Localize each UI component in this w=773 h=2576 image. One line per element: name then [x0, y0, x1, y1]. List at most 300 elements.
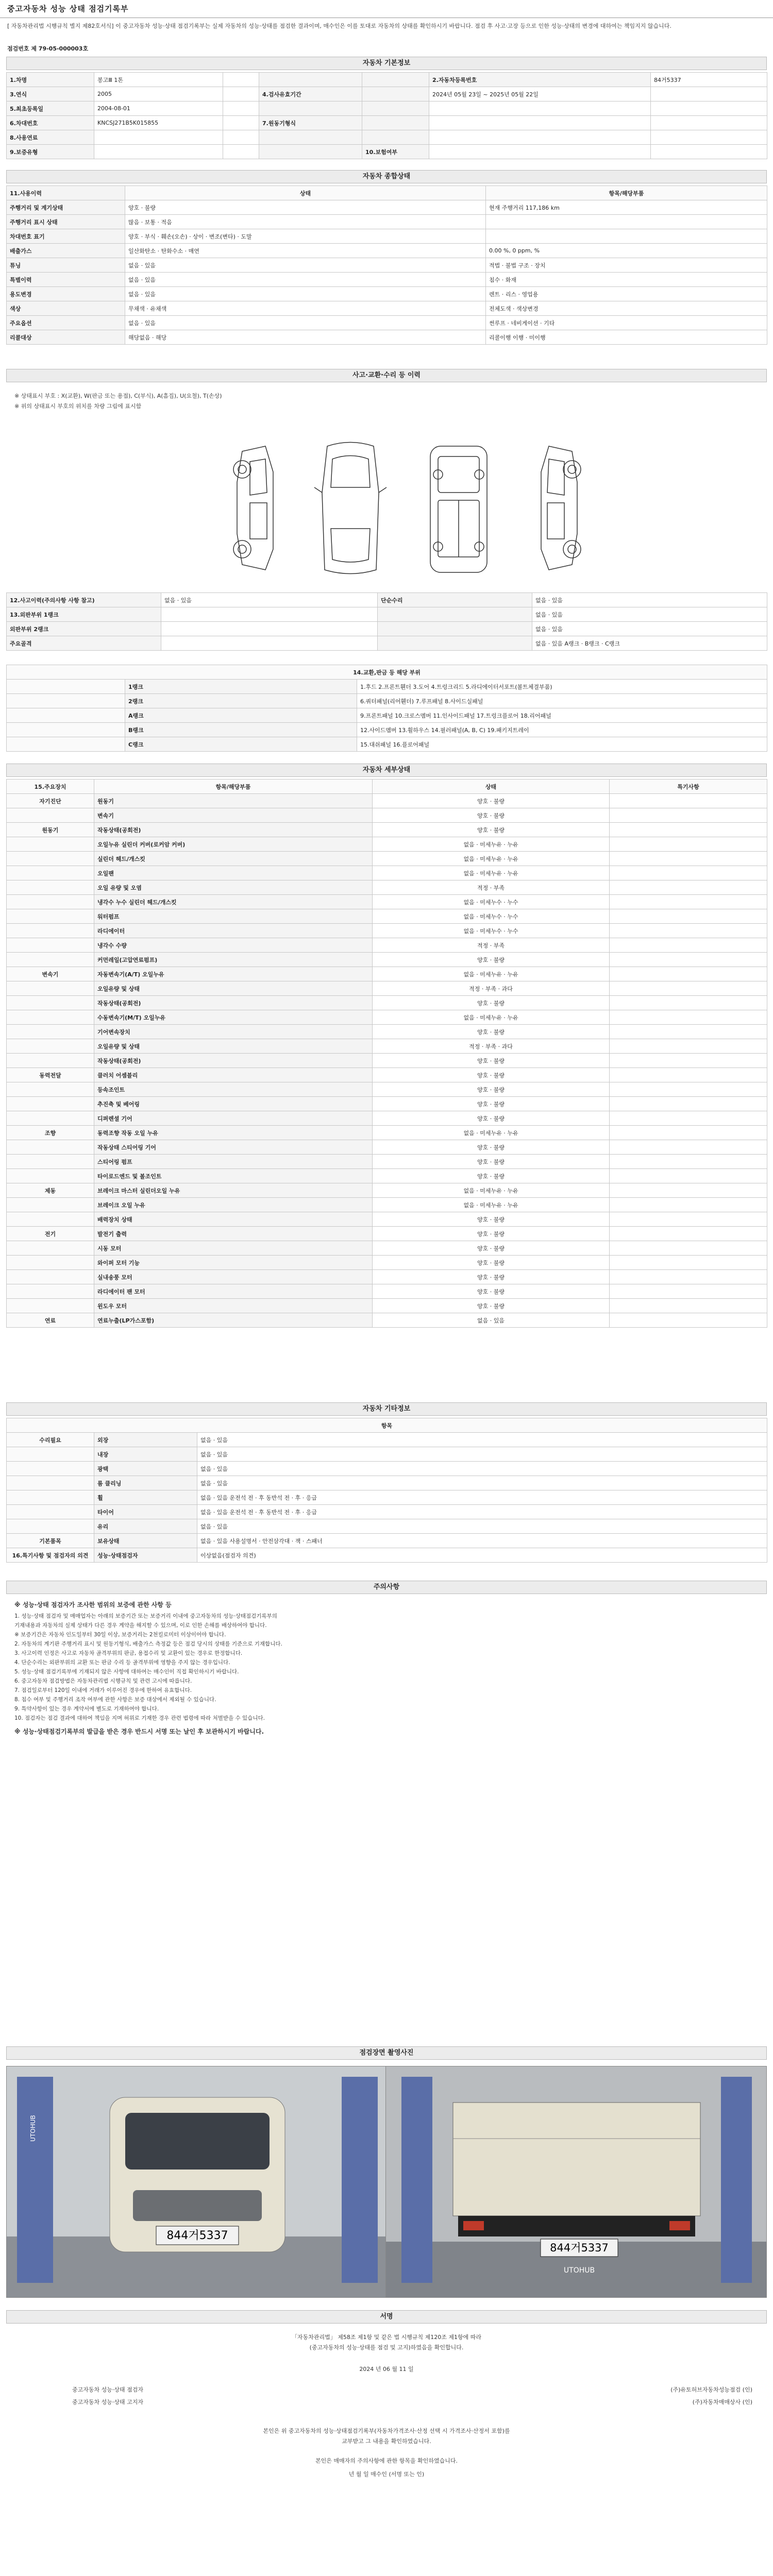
overall-status: 양호 · 불량 [125, 200, 486, 215]
table-cell: 9.보증유형 [7, 145, 94, 159]
detail-item: 클러치 어셈블리 [94, 1068, 373, 1082]
caution-line: ※ 보증기간은 자동차 인도일부터 30일 이상, 보증거리는 2천킬로미터 이상이어야 합니다. [14, 1632, 226, 1638]
other-item: 외장 [94, 1433, 197, 1447]
detail-item: 자동변속기(A/T) 오일누유 [94, 967, 373, 981]
table-cell [223, 145, 259, 159]
caution-line: 3. 사고이력 인정은 사고로 자동차 골격부위의 판금, 용접수리 및 교환이 있는 경우로 한정합니다. [14, 1650, 243, 1656]
table-row [7, 1505, 767, 1519]
detail-item: 연료누출(LP가스포함) [94, 1313, 373, 1328]
accident-table [6, 592, 767, 651]
overall-spec: 적법 · 불법 구조 · 장치 [486, 258, 767, 273]
table-row [7, 680, 767, 694]
detail-item: 동력조향 작동 오일 누유 [94, 1126, 373, 1140]
table-row [7, 1212, 767, 1227]
table-row [7, 330, 767, 345]
detail-status: 없음 · 미세누수 · 누수 [373, 924, 610, 938]
detail-item: 수동변속기(M/T) 오일누유 [94, 1010, 373, 1025]
table-row [7, 1270, 767, 1284]
detail-device [7, 866, 94, 880]
buyer-signature-line: 년 월 일 매수인 (서명 또는 인) [348, 2471, 425, 2478]
table-row [7, 130, 767, 145]
table-row [7, 924, 767, 938]
table-row [7, 1227, 767, 1241]
detail-remark [610, 1111, 767, 1126]
document-title: 중고자동차 성능 상태 점검기록부 [7, 4, 129, 13]
detail-remark [610, 1039, 767, 1054]
table-cell [651, 116, 767, 130]
caution-line: 기재내용과 자동차의 실제 상태가 다른 경우 계약을 해지할 수 있으며, 이로 인한 손해를 배상하여야 합니다. [14, 1622, 267, 1629]
detail-device [7, 924, 94, 938]
detail-item: 오일 유량 및 오염 [94, 880, 373, 895]
detail-status: 양호 · 불량 [373, 1299, 610, 1313]
accident-cell [378, 607, 532, 622]
other-table [6, 1418, 767, 1563]
table-row [7, 273, 767, 287]
detail-item: 원동기 [94, 794, 373, 808]
other-status: 없음 · 있음 운전석 전 · 후 동반석 전 · 후 · 응급 [197, 1505, 767, 1519]
detail-status: 없음 · 미세누수 · 누수 [373, 895, 610, 909]
detail-device [7, 1299, 94, 1313]
table-cell [94, 130, 223, 145]
detail-status: 적정 · 부족 · 과다 [373, 981, 610, 996]
detail-remark [610, 924, 767, 938]
table-cell [259, 101, 362, 116]
table-row [7, 1082, 767, 1097]
detail-remark [610, 880, 767, 895]
accident-cell [161, 636, 378, 651]
parts-rank: C랭크 [125, 737, 357, 752]
detail-status: 양호 · 불량 [373, 1241, 610, 1256]
table-cell [429, 145, 651, 159]
table-row [7, 794, 767, 808]
section-other: 자동차 기타정보 [6, 1402, 767, 1416]
detail-remark [610, 1054, 767, 1068]
table-row [7, 837, 767, 852]
table-row [7, 607, 767, 622]
inspection-photo-rear [385, 2066, 767, 2298]
table-cell: 4.검사유효기간 [259, 87, 362, 101]
detail-remark [610, 1227, 767, 1241]
detail-status: 없음 · 미세누유 · 누유 [373, 852, 610, 866]
caution-line: 4. 단순수리는 외판부위의 교환 또는 판금 수리 등 골격부위에 영향을 주지 않는 경우입니다. [14, 1659, 230, 1666]
detail-status: 없음 · 미세누유 · 누유 [373, 866, 610, 880]
table-row [7, 1548, 767, 1563]
table-row [7, 967, 767, 981]
detail-device: 제동 [7, 1183, 94, 1198]
detail-remark [610, 1068, 767, 1082]
detail-remark [610, 837, 767, 852]
detail-status: 양호 · 불량 [373, 1054, 610, 1068]
parts-list: 1.후드 2.프론트휀더 3.도어 4.트렁크리드 5.라디에이터서포트(볼트체결부품) [357, 680, 767, 694]
detail-remark [610, 823, 767, 837]
notice-text: [ 자동차관리법 시행규칙 별지 제82호서식] 이 중고자동차 성능·상태 점검기록부는 실제 자동차의 성능·상태를 점검한 결과이며, 매수인은 이를 토대로 자동차의 상태를 확인하시기 바랍니다. 점검 후 사고·고장 등으로 인한 성능·상태의 변경에 대하여는 책임지지 않습니다. [7, 23, 671, 29]
other-status: 없음 · 있음 [197, 1447, 767, 1462]
table-row [7, 1111, 767, 1126]
table-row [7, 996, 767, 1010]
other-group: 수리필요 [7, 1433, 94, 1447]
overall-status: 양호 · 부식 · 훼손(오손) · 상이 · 변조(변타) · 도말 [125, 229, 486, 244]
detail-item: 라디에이터 팬 모터 [94, 1284, 373, 1299]
table-row [7, 593, 767, 607]
detail-status: 양호 · 불량 [373, 808, 610, 823]
detail-item: 배력장치 상태 [94, 1212, 373, 1227]
table-cell: 봉고Ⅲ 1톤 [94, 73, 223, 87]
detail-status: 없음 · 미세누유 · 누유 [373, 1183, 610, 1198]
detail-remark [610, 1126, 767, 1140]
document-number: 점검번호 제 79-05-000003호 [7, 45, 89, 52]
detail-device: 조향 [7, 1126, 94, 1140]
detail-device [7, 837, 94, 852]
table-cell [223, 116, 259, 130]
table-row [7, 694, 767, 708]
detail-item: 실내송풍 모터 [94, 1270, 373, 1284]
other-status: 없음 · 있음 사용설명서 · 안전삼각대 · 잭 · 스패너 [197, 1534, 767, 1548]
overall-label: 리콜대상 [7, 330, 125, 345]
overall-spec: 썬루프 · 네비게이션 · 기타 [486, 316, 767, 330]
detail-status: 양호 · 불량 [373, 953, 610, 967]
table-cell [259, 73, 362, 87]
detail-remark [610, 996, 767, 1010]
table-cell: 10.보험여부 [362, 145, 429, 159]
detail-remark [610, 1256, 767, 1270]
table-cell [651, 145, 767, 159]
table-row [7, 1284, 767, 1299]
table-row [7, 1462, 767, 1476]
detail-device [7, 1212, 94, 1227]
table-cell [259, 145, 362, 159]
table-row [7, 1068, 767, 1082]
detail-status: 없음 · 있음 [373, 1313, 610, 1328]
sign-date: 2024 년 06 월 11 일 [359, 2366, 414, 2372]
detail-remark [610, 1010, 767, 1025]
other-status: 없음 · 있음 [197, 1462, 767, 1476]
table-row [7, 852, 767, 866]
table-row [7, 244, 767, 258]
table-cell [429, 101, 651, 116]
caution-line: 7. 점검일로부터 120일 이내에 거래가 이루어진 경우에 한하여 유효합니다. [14, 1687, 192, 1693]
table-cell [651, 87, 767, 101]
overall-status: 일산화탄소 · 탄화수소 · 매연 [125, 244, 486, 258]
table-cell: 1.차명 [7, 73, 94, 87]
table-cell: 84거5337 [651, 73, 767, 87]
table-row [7, 1490, 767, 1505]
overall-label: 주행거리 및 계기상태 [7, 200, 125, 215]
table-cell: 6.차대번호 [7, 116, 94, 130]
table-cell [223, 101, 259, 116]
detail-device [7, 1270, 94, 1284]
detail-header: 15.주요장치 [7, 779, 94, 794]
detail-device [7, 1284, 94, 1299]
detail-remark [610, 967, 767, 981]
detail-remark [610, 794, 767, 808]
detail-device [7, 1082, 94, 1097]
table-row [7, 1140, 767, 1155]
detail-remark [610, 1241, 767, 1256]
inspector-name: (주)유토허브자동차성능점검 (인) [670, 2386, 752, 2393]
other-group: 16.특기사항 및 점검자의 의견 [7, 1548, 94, 1563]
accident-cell [161, 622, 378, 636]
table-row [7, 1039, 767, 1054]
table-row [7, 145, 767, 159]
detail-device [7, 808, 94, 823]
overall-label: 주행거리 표시 상태 [7, 215, 125, 229]
caution-head: ※ 성능·상태 점검자가 조사한 범위의 보증에 관한 사항 등 [14, 1601, 172, 1608]
parts-rank: A랭크 [125, 708, 357, 723]
accident-legend-2: ※ 위의 상태표시 부호의 위치를 차량 그림에 표시함 [14, 403, 142, 410]
table-cell: 3.연식 [7, 87, 94, 101]
car-left-side [233, 446, 273, 570]
detail-device [7, 1140, 94, 1155]
detail-item: 작동상태(공회전) [94, 823, 373, 837]
table-cell [362, 116, 429, 130]
table-row [7, 87, 767, 101]
caution-line: 8. 침수 여부 및 주행거리 조작 여부에 관한 사항은 보증 대상에서 제외될 수 있습니다. [14, 1697, 216, 1703]
buyer-statement-2: 교부받고 그 내용을 확인하였습니다. [342, 2438, 431, 2445]
detail-device: 변속기 [7, 967, 94, 981]
detail-device [7, 1039, 94, 1054]
parts-list: 15.대쉬패널 16.플로어패널 [357, 737, 767, 752]
table-row [7, 1097, 767, 1111]
caution-foot: ※ 성능·상태점검기록부의 발급을 받은 경우 반드시 서명 또는 날인 후 보관하시기 바랍니다. [14, 1728, 264, 1735]
detail-item: 워터펌프 [94, 909, 373, 924]
detail-item: 오일유량 및 상태 [94, 981, 373, 996]
parts-group [7, 694, 125, 708]
overall-table [6, 185, 767, 345]
overall-status: 없음 · 있음 [125, 273, 486, 287]
table-row [7, 229, 767, 244]
car-top-rear [430, 446, 487, 572]
section-detail: 자동차 세부상태 [6, 764, 767, 777]
detail-item: 발전기 출력 [94, 1227, 373, 1241]
table-cell [223, 130, 259, 145]
detail-device [7, 953, 94, 967]
detail-remark [610, 808, 767, 823]
detail-device [7, 1198, 94, 1212]
license-plate-front: 844거5337 [166, 2229, 228, 2242]
table-row [7, 186, 767, 200]
detail-status: 양호 · 불량 [373, 996, 610, 1010]
buyer-statement-3: 본인은 매매자의 주의사항에 관한 항목을 확인하였습니다. [315, 2458, 458, 2464]
parts-table [6, 665, 767, 752]
detail-header: 특기사항 [610, 779, 767, 794]
table-row [7, 723, 767, 737]
table-cell [651, 130, 767, 145]
overall-spec: 0.00 %, 0 ppm, % [486, 244, 767, 258]
accident-cell: 없음 · 있음 [161, 593, 378, 607]
detail-item: 등속조인트 [94, 1082, 373, 1097]
overall-label: 주요옵션 [7, 316, 125, 330]
detail-item: 커먼레일(고압연료펌프) [94, 953, 373, 967]
parts-group [7, 708, 125, 723]
section-photo: 점검장면 촬영사진 [6, 2046, 767, 2060]
detail-device [7, 1010, 94, 1025]
other-status: 없음 · 있음 [197, 1476, 767, 1490]
detail-item: 작동상태(공회전) [94, 1054, 373, 1068]
table-row [7, 116, 767, 130]
detail-item: 작동상태(공회전) [94, 996, 373, 1010]
caution-line: 6. 중고자동차 점검방법은 자동차관리법 시행규칙 및 관련 고시에 따릅니다. [14, 1678, 192, 1684]
caution-line: 10. 점검자는 점검 결과에 대하여 책임을 지며 허위로 기재한 경우 관련 법령에 따라 처벌받을 수 있습니다. [14, 1715, 265, 1721]
detail-remark [610, 953, 767, 967]
detail-status: 없음 · 미세누수 · 누수 [373, 909, 610, 924]
overall-label: 색상 [7, 301, 125, 316]
detail-status: 양호 · 불량 [373, 1111, 610, 1126]
overall-status: 상태 [125, 186, 486, 200]
other-group [7, 1519, 94, 1534]
inspector-label: 중고자동차 성능·상태 점검자 [72, 2386, 144, 2393]
detail-status: 양호 · 불량 [373, 794, 610, 808]
caution-line: 9. 특약사항이 있는 경우 계약서에 별도로 기재하여야 합니다. [14, 1706, 159, 1712]
detail-item: 기어변속장치 [94, 1025, 373, 1039]
detail-status: 양호 · 불량 [373, 1169, 610, 1183]
table-cell [429, 116, 651, 130]
overall-status: 없음 · 있음 [125, 316, 486, 330]
table-cell: 8.사용연료 [7, 130, 94, 145]
lift-brand-rear: UTOHUB [563, 2266, 595, 2275]
accident-cell: 13.외판부위 1랭크 [7, 607, 161, 622]
detail-device: 연료 [7, 1313, 94, 1328]
table-cell [362, 130, 429, 145]
overall-spec: 전체도색 · 색상변경 [486, 301, 767, 316]
overall-label: 차대번호 표기 [7, 229, 125, 244]
table-row [7, 1313, 767, 1328]
table-row [7, 1010, 767, 1025]
table-row [7, 938, 767, 953]
detail-device [7, 852, 94, 866]
notifier-name: (주)자동차매매상사 (인) [692, 2399, 752, 2405]
table-row [7, 1198, 767, 1212]
basic-info-table [6, 72, 767, 159]
other-item: 내장 [94, 1447, 197, 1462]
caution-line: 2. 자동차의 계기판 주행거리 표시 및 원동기형식, 배출가스 측정값 등은 점검 당시의 상태를 기준으로 기재합니다. [14, 1641, 282, 1647]
table-row [7, 808, 767, 823]
table-row [7, 1476, 767, 1490]
detail-device: 원동기 [7, 823, 94, 837]
other-header: 항목 [7, 1418, 767, 1433]
detail-status: 양호 · 불량 [373, 1025, 610, 1039]
detail-device [7, 1025, 94, 1039]
other-item: 광택 [94, 1462, 197, 1476]
detail-device [7, 996, 94, 1010]
parts-list: 12.사이드멤버 13.휠하우스 14.필러패널(A, B, C) 19.패키지트레이 [357, 723, 767, 737]
detail-status: 양호 · 불량 [373, 1284, 610, 1299]
car-right-side [541, 446, 581, 570]
detail-remark [610, 1025, 767, 1039]
overall-status: 없음 · 있음 [125, 287, 486, 301]
detail-item: 오일누유 실린더 커버(로커암 커버) [94, 837, 373, 852]
accident-cell: 없음 · 있음 [532, 607, 767, 622]
detail-remark [610, 1299, 767, 1313]
parts-group [7, 680, 125, 694]
table-cell [429, 130, 651, 145]
other-group [7, 1505, 94, 1519]
other-item: 룸 클리닝 [94, 1476, 197, 1490]
detail-status: 양호 · 불량 [373, 1227, 610, 1241]
detail-item: 브레이크 마스터 실린더오일 누유 [94, 1183, 373, 1198]
other-status: 없음 · 있음 운전석 전 · 후 동반석 전 · 후 · 응급 [197, 1490, 767, 1505]
table-row [7, 880, 767, 895]
notifier-label: 중고자동차 성능·상태 고지자 [72, 2399, 144, 2405]
table-row [7, 708, 767, 723]
detail-header: 항목/해당부품 [94, 779, 373, 794]
detail-device [7, 1256, 94, 1270]
detail-item: 와이퍼 모터 기능 [94, 1256, 373, 1270]
detail-item: 변속기 [94, 808, 373, 823]
table-row [7, 1433, 767, 1447]
detail-status: 양호 · 불량 [373, 1140, 610, 1155]
accident-cell: 주요골격 [7, 636, 161, 651]
table-row [7, 909, 767, 924]
other-item: 휠 [94, 1490, 197, 1505]
overall-label: 용도변경 [7, 287, 125, 301]
detail-status: 양호 · 불량 [373, 1256, 610, 1270]
detail-remark [610, 1270, 767, 1284]
accident-cell: 없음 · 있음 A랭크 · B랭크 · C랭크 [532, 636, 767, 651]
overall-status: 해당없음 · 해당 [125, 330, 486, 345]
other-item: 성능·상태점검자 [94, 1548, 197, 1563]
detail-device: 동력전달 [7, 1068, 94, 1082]
table-cell [651, 101, 767, 116]
detail-item: 작동상태 스티어링 기어 [94, 1140, 373, 1155]
table-row [7, 73, 767, 87]
accident-cell [161, 607, 378, 622]
section-accident: 사고·교환·수리 등 이력 [6, 369, 767, 382]
detail-table [6, 779, 767, 1328]
car-top-front [314, 443, 386, 574]
other-status: 없음 · 있음 [197, 1433, 767, 1447]
other-group [7, 1447, 94, 1462]
detail-item: 냉각수 수량 [94, 938, 373, 953]
detail-device [7, 938, 94, 953]
detail-item: 오일유량 및 상태 [94, 1039, 373, 1054]
detail-item: 타이로드엔드 및 볼조인트 [94, 1169, 373, 1183]
table-row [7, 1241, 767, 1256]
table-cell [362, 87, 429, 101]
detail-status: 적정 · 부족 [373, 938, 610, 953]
accident-cell: 없음 · 있음 [532, 593, 767, 607]
detail-status: 없음 · 미세누유 · 누유 [373, 1010, 610, 1025]
inspection-photo-front [6, 2066, 388, 2298]
detail-item: 브레이크 오일 누유 [94, 1198, 373, 1212]
parts-list: 9.프론트패널 10.크로스멤버 11.인사이드패널 17.트렁크플로어 18.리어패널 [357, 708, 767, 723]
detail-status: 양호 · 불량 [373, 823, 610, 837]
detail-device [7, 1169, 94, 1183]
table-row [7, 981, 767, 996]
detail-status: 양호 · 불량 [373, 1082, 610, 1097]
overall-label: 배출가스 [7, 244, 125, 258]
detail-remark [610, 1212, 767, 1227]
table-row [7, 101, 767, 116]
overall-spec [486, 229, 767, 244]
table-row [7, 1126, 767, 1140]
table-row [7, 636, 767, 651]
other-item: 타이어 [94, 1505, 197, 1519]
detail-status: 없음 · 미세누유 · 누유 [373, 837, 610, 852]
detail-item: 시동 모터 [94, 1241, 373, 1256]
lift-brand-front: UTOHUB [29, 2115, 37, 2142]
caution-line: 1. 성능·상태 점검자 및 매매업자는 아래의 보증기간 또는 보증거리 이내에 중고자동차의 성능·상태점검기록부의 [14, 1613, 277, 1619]
detail-status: 양호 · 불량 [373, 1155, 610, 1169]
table-cell [223, 73, 259, 87]
detail-device [7, 1054, 94, 1068]
detail-remark [610, 1313, 767, 1328]
section-caution: 주의사항 [6, 1581, 767, 1594]
detail-remark [610, 1198, 767, 1212]
table-row [7, 823, 767, 837]
table-row [7, 665, 767, 680]
detail-status: 적정 · 부족 [373, 880, 610, 895]
detail-remark [610, 1140, 767, 1155]
